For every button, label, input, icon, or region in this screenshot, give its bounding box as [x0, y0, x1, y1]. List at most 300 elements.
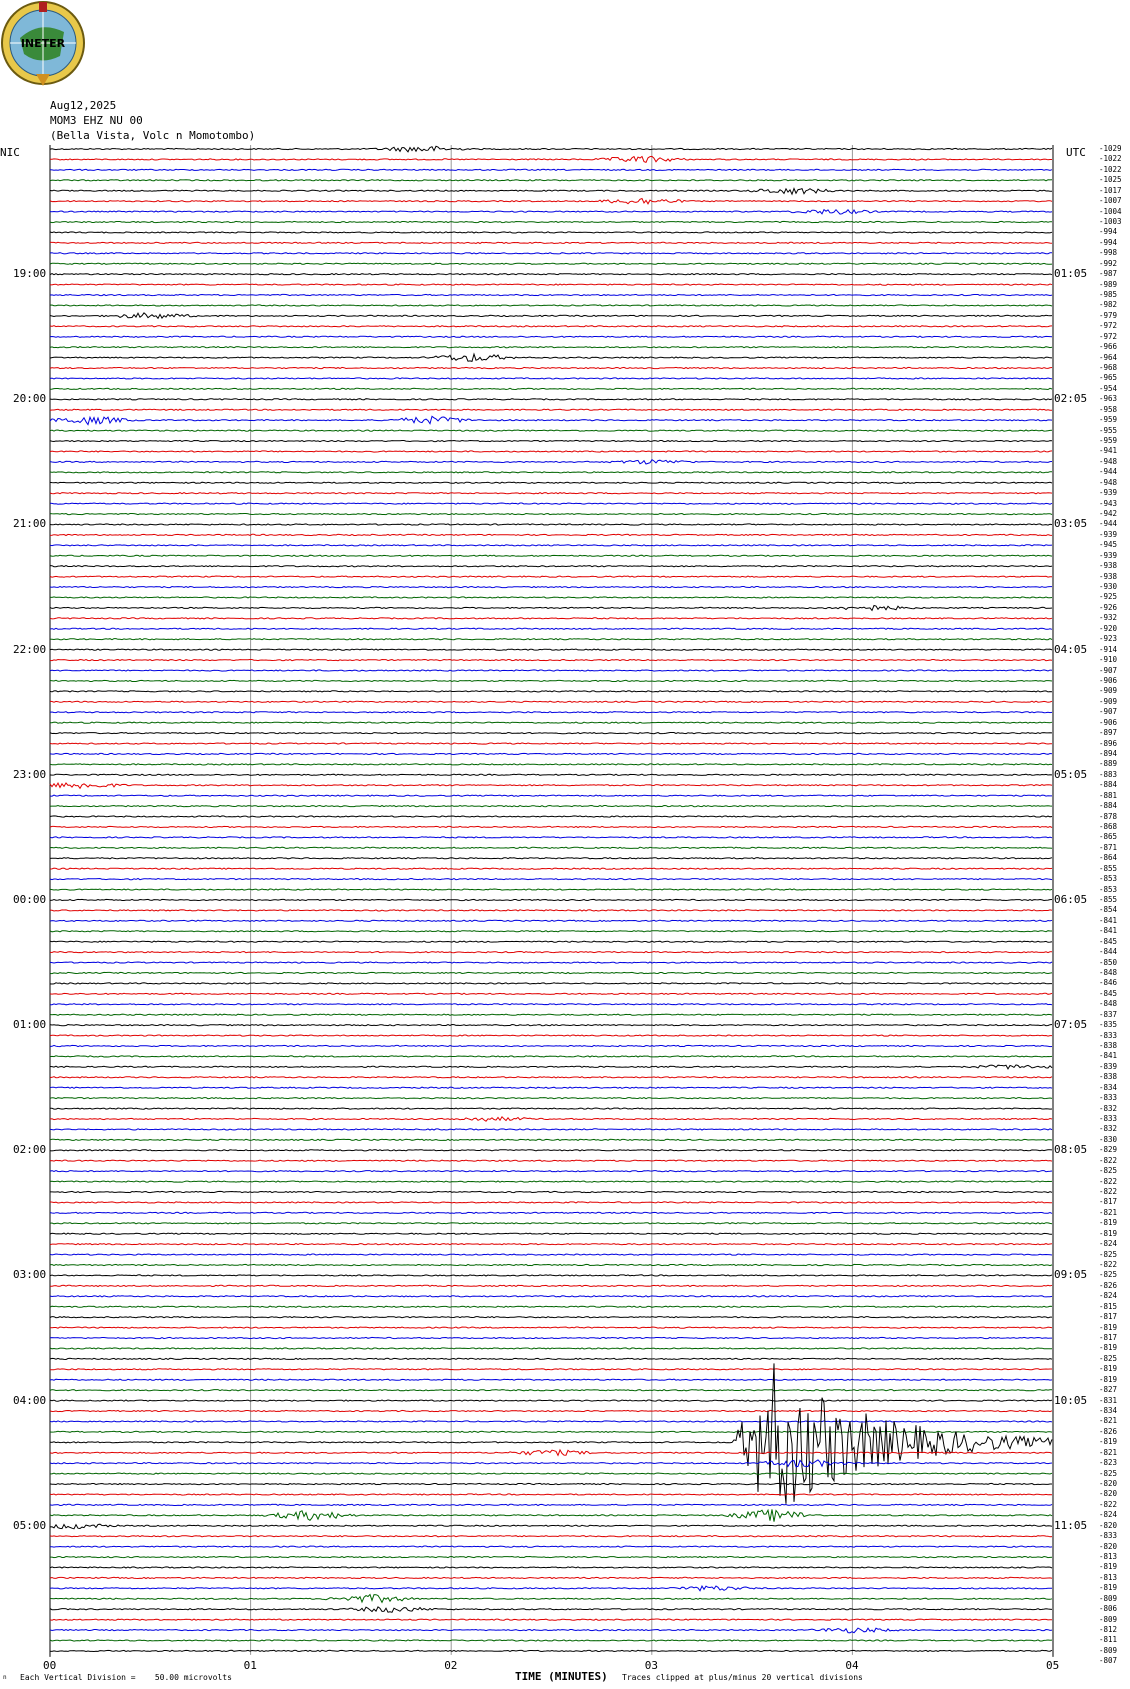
trace-line: [50, 1285, 1052, 1286]
trace-line: [50, 1244, 1052, 1245]
trace-line: [50, 1181, 1052, 1182]
trace-offset-label: -959: [1099, 415, 1118, 425]
trace-offset-label: -831: [1099, 1395, 1118, 1405]
trace-offset-label: -817: [1099, 1197, 1118, 1207]
trace-line: [50, 1191, 1052, 1192]
trace-line: [50, 409, 1052, 410]
trace-line: [50, 1035, 1052, 1036]
trace-offset-label: -897: [1099, 728, 1118, 738]
trace-offset-label: -1004: [1099, 206, 1122, 216]
x-tick-label: 02: [444, 1659, 458, 1672]
trace-offset-label: -868: [1099, 821, 1118, 831]
left-time-label: 23:00: [13, 767, 47, 781]
right-time-label: 06:05: [1054, 892, 1088, 906]
trace-offset-label: -819: [1099, 1343, 1118, 1353]
trace-offset-label: -938: [1099, 571, 1118, 581]
trace-line: [50, 1504, 1052, 1505]
trace-line: [50, 305, 1052, 306]
trace-line: [50, 649, 1052, 650]
left-time-label: 04:00: [13, 1393, 47, 1407]
trace-line: [50, 1460, 1052, 1467]
trace-offset-label: -964: [1099, 352, 1118, 362]
trace-line: [50, 1577, 1052, 1578]
trace-offset-label: -819: [1099, 1562, 1118, 1572]
clipping-note: Traces clipped at plus/minus 20 vertical divisions: [622, 1673, 863, 1682]
trace-line: [50, 1567, 1052, 1568]
trace-line: [50, 1348, 1052, 1349]
trace-line: [50, 1254, 1052, 1255]
trace-line: [50, 253, 1052, 254]
trace-offset-label: -806: [1099, 1604, 1118, 1614]
trace-line: [50, 1607, 1052, 1612]
trace-line: [50, 1317, 1052, 1318]
trace-offset-label: -822: [1099, 1499, 1118, 1509]
trace-offset-label: -1029: [1099, 144, 1122, 153]
trace-line: [50, 783, 1052, 788]
trace-line: [50, 952, 1052, 953]
right-time-label: 05:05: [1054, 767, 1088, 781]
trace-offset-label: -914: [1099, 644, 1118, 654]
trace-line: [50, 774, 1052, 775]
trace-offset-label: -994: [1099, 227, 1118, 237]
trace-line: [50, 1421, 1052, 1422]
trace-line: [50, 1390, 1052, 1391]
trace-line: [50, 910, 1052, 911]
trace-offset-label: -894: [1099, 748, 1118, 758]
trace-offset-label: -1007: [1099, 196, 1122, 206]
trace-offset-label: -884: [1099, 780, 1118, 790]
trace-offset-label: -834: [1099, 1082, 1118, 1092]
trace-line: [50, 354, 1052, 361]
right-time-label: 08:05: [1054, 1143, 1088, 1157]
trace-offset-label: -820: [1099, 1479, 1118, 1489]
x-tick-label: 05: [1046, 1659, 1060, 1672]
trace-line: [50, 1117, 1052, 1121]
trace-line: [50, 1379, 1052, 1380]
trace-offset-label: -955: [1099, 425, 1118, 435]
trace-line: [50, 1306, 1052, 1307]
trace-line: [50, 1087, 1052, 1088]
trace-offset-label: -864: [1099, 853, 1118, 863]
trace-offset-label: -941: [1099, 446, 1118, 456]
trace-offset-label: -855: [1099, 863, 1118, 873]
trace-line: [50, 210, 1052, 215]
trace-line: [50, 1327, 1052, 1328]
left-time-label: 02:00: [13, 1143, 47, 1157]
trace-line: [50, 313, 1052, 318]
trace-offset-label: -822: [1099, 1155, 1118, 1165]
trace-offset-label: -833: [1099, 1531, 1118, 1541]
trace-offset-label: -853: [1099, 884, 1118, 894]
trace-offset-label: -896: [1099, 738, 1118, 748]
trace-offset-label: -819: [1099, 1322, 1118, 1332]
trace-line: [50, 284, 1052, 285]
trace-offset-label: -823: [1099, 1458, 1118, 1468]
left-time-label: 03:00: [13, 1268, 47, 1282]
trace-line: [50, 146, 1052, 152]
trace-line: [50, 367, 1052, 368]
trace-offset-label: -811: [1099, 1635, 1118, 1645]
trace-line: [50, 180, 1052, 181]
trace-line: [50, 1150, 1052, 1151]
trace-line: [50, 1004, 1052, 1005]
trace-line: [50, 242, 1052, 243]
trace-offset-label: -966: [1099, 342, 1118, 352]
left-time-label: 00:00: [13, 892, 47, 906]
trace-line: [50, 712, 1052, 713]
trace-offset-label: -826: [1099, 1280, 1118, 1290]
trace-line: [50, 733, 1052, 734]
trace-line: [50, 1056, 1052, 1057]
trace-offset-label: -944: [1099, 467, 1118, 477]
trace-offset-label: -925: [1099, 592, 1118, 602]
trace-line: [50, 388, 1052, 389]
trace-line: [50, 336, 1052, 337]
trace-line: [50, 879, 1052, 880]
trace-line: [50, 263, 1052, 264]
trace-line: [50, 972, 1052, 973]
trace-line: [50, 1363, 1052, 1503]
utc-time-zone-label: UTC: [1066, 146, 1086, 159]
trace-offset-label: -939: [1099, 488, 1118, 498]
trace-line: [50, 232, 1052, 233]
trace-line: [50, 670, 1052, 671]
x-tick-label: 01: [243, 1659, 257, 1672]
trace-line: [50, 753, 1052, 754]
trace-offset-label: -850: [1099, 957, 1118, 967]
trace-offset-label: -881: [1099, 790, 1118, 800]
trace-offset-label: -1022: [1099, 154, 1122, 164]
trace-offset-label: -841: [1099, 1051, 1118, 1061]
plot-date: Aug12,2025: [50, 99, 117, 112]
trace-offset-label: -889: [1099, 759, 1118, 769]
trace-offset-label: -959: [1099, 436, 1118, 446]
trace-offset-label: -825: [1099, 1468, 1118, 1478]
trace-offset-label: -838: [1099, 1040, 1118, 1050]
trace-line: [50, 472, 1052, 473]
right-time-label: 01:05: [1054, 267, 1088, 281]
trace-offset-label: -820: [1099, 1489, 1118, 1499]
trace-offset-label: -972: [1099, 321, 1118, 331]
trace-line: [50, 503, 1052, 504]
trace-offset-label: -923: [1099, 634, 1118, 644]
trace-offset-label: -819: [1099, 1228, 1118, 1238]
trace-offset-label: -825: [1099, 1166, 1118, 1176]
right-time-label: 10:05: [1054, 1393, 1088, 1407]
x-tick-label: 00: [43, 1659, 57, 1672]
trace-line: [50, 1483, 1052, 1484]
trace-line: [50, 534, 1052, 535]
trace-offset-label: -825: [1099, 1270, 1118, 1280]
trace-line: [50, 430, 1052, 431]
trace-offset-label: -824: [1099, 1291, 1118, 1301]
trace-line: [50, 1212, 1052, 1213]
trace-offset-label: -883: [1099, 769, 1118, 779]
trace-line: [50, 1160, 1052, 1161]
trace-line: [50, 1077, 1052, 1078]
trace-offset-label: -884: [1099, 801, 1118, 811]
trace-offset-label: -948: [1099, 477, 1118, 487]
trace-offset-label: -833: [1099, 1113, 1118, 1123]
trace-line: [50, 566, 1052, 567]
trace-offset-label: -822: [1099, 1176, 1118, 1186]
trace-offset-label: -910: [1099, 655, 1118, 665]
trace-line: [50, 399, 1052, 400]
trace-offset-label: -958: [1099, 404, 1118, 414]
trace-line: [50, 1202, 1052, 1203]
trace-offset-label: -822: [1099, 1260, 1118, 1269]
trace-line: [50, 1369, 1052, 1370]
trace-offset-label: -812: [1099, 1625, 1118, 1635]
trace-offset-label: -844: [1099, 947, 1118, 957]
trace-line: [50, 1275, 1052, 1276]
trace-line: [50, 618, 1052, 619]
trace-line: [50, 1557, 1052, 1558]
trace-offset-label: -819: [1099, 1437, 1118, 1447]
trace-line: [50, 1410, 1052, 1411]
trace-offset-label: -832: [1099, 1124, 1118, 1134]
trace-offset-label: -819: [1099, 1218, 1118, 1228]
trace-offset-label: -968: [1099, 363, 1118, 373]
trace-line: [50, 1065, 1052, 1069]
trace-line: [50, 555, 1052, 556]
trace-offset-label: -809: [1099, 1614, 1118, 1624]
trace-line: [50, 169, 1052, 170]
trace-line: [50, 1296, 1052, 1297]
right-time-label: 04:05: [1054, 642, 1088, 656]
trace-offset-label: -1017: [1099, 185, 1122, 195]
trace-offset-label: -807: [1099, 1656, 1118, 1666]
trace-offset-label: -930: [1099, 582, 1118, 592]
trace-line: [50, 743, 1052, 744]
ineter-logo: [0, 0, 90, 90]
trace-line: [50, 795, 1052, 796]
corner-marker: n: [3, 1674, 7, 1681]
trace-offset-label: -906: [1099, 717, 1118, 727]
trace-offset-label: -817: [1099, 1333, 1118, 1343]
trace-offset-label: -815: [1099, 1301, 1118, 1311]
trace-line: [50, 1264, 1052, 1265]
trace-offset-label: -1022: [1099, 164, 1122, 174]
trace-offset-label: -855: [1099, 894, 1118, 904]
trace-offset-label: -819: [1099, 1364, 1118, 1374]
trace-offset-label: -853: [1099, 874, 1118, 884]
trace-line: [50, 1586, 1052, 1591]
trace-line: [50, 440, 1052, 441]
left-time-label: 05:00: [13, 1518, 47, 1532]
trace-line: [50, 1014, 1052, 1015]
trace-line: [50, 524, 1052, 525]
station-location: (Bella Vista, Volc n Momotombo): [50, 129, 256, 142]
trace-offset-label: -834: [1099, 1406, 1118, 1416]
trace-line: [50, 1546, 1052, 1547]
trace-line: [50, 482, 1052, 483]
trace-line: [50, 983, 1052, 984]
x-tick-label: 04: [845, 1659, 859, 1672]
trace-offset-label: -871: [1099, 842, 1118, 852]
trace-offset-label: -829: [1099, 1145, 1118, 1155]
trace-line: [50, 889, 1052, 890]
trace-line: [50, 294, 1052, 295]
trace-line: [50, 764, 1052, 765]
trace-line: [50, 460, 1052, 464]
trace-line: [50, 199, 1052, 204]
trace-line: [50, 806, 1052, 807]
trace-line: [50, 1400, 1052, 1401]
right-time-label: 07:05: [1054, 1018, 1088, 1032]
trace-offset-label: -1025: [1099, 175, 1122, 185]
trace-line: [50, 722, 1052, 723]
local-time-zone-label: NIC: [0, 146, 20, 159]
trace-line: [50, 837, 1052, 838]
trace-offset-label: -932: [1099, 613, 1118, 623]
trace-offset-label: -939: [1099, 529, 1118, 539]
trace-offset-label: -819: [1099, 1583, 1118, 1593]
right-time-label: 09:05: [1054, 1268, 1088, 1282]
trace-line: [50, 1431, 1052, 1432]
trace-line: [50, 347, 1052, 348]
trace-offset-label: -907: [1099, 707, 1118, 717]
left-time-label: 01:00: [13, 1018, 47, 1032]
trace-line: [50, 847, 1052, 848]
trace-offset-label: -813: [1099, 1572, 1118, 1582]
trace-line: [50, 1129, 1052, 1130]
trace-line: [50, 931, 1052, 932]
trace-offset-label: -942: [1099, 509, 1118, 519]
left-time-label: 19:00: [13, 267, 47, 281]
trace-line: [50, 597, 1052, 598]
right-time-label: 03:05: [1054, 517, 1088, 531]
trace-line: [50, 587, 1052, 588]
trace-offset-label: -854: [1099, 905, 1118, 915]
trace-line: [50, 221, 1052, 222]
trace-line: [50, 493, 1052, 494]
right-time-label: 02:05: [1054, 392, 1088, 406]
trace-offset-label: -939: [1099, 550, 1118, 560]
trace-line: [50, 1628, 1052, 1633]
trace-line: [50, 941, 1052, 942]
trace-line: [50, 156, 1052, 162]
trace-offset-label: -809: [1099, 1593, 1118, 1603]
trace-offset-label: -909: [1099, 686, 1118, 696]
trace-line: [50, 701, 1052, 702]
trace-line: [50, 378, 1052, 379]
trace-offset-label: -907: [1099, 665, 1118, 675]
trace-line: [50, 1524, 1052, 1529]
left-time-label: 20:00: [13, 392, 47, 406]
trace-line: [50, 326, 1052, 327]
trace-offset-label: -809: [1099, 1645, 1118, 1655]
trace-line: [50, 1223, 1052, 1224]
trace-line: [50, 274, 1052, 275]
trace-offset-label: -992: [1099, 258, 1118, 268]
trace-offset-label: -945: [1099, 540, 1118, 550]
trace-offset-label: -821: [1099, 1447, 1118, 1457]
x-tick-label: 03: [644, 1659, 659, 1672]
trace-line: [50, 1536, 1052, 1537]
trace-line: [50, 660, 1052, 661]
trace-offset-label: -839: [1099, 1061, 1118, 1071]
left-time-label: 22:00: [13, 642, 47, 656]
trace-offset-label: -835: [1099, 1020, 1118, 1030]
trace-offset-label: -821: [1099, 1416, 1118, 1426]
right-time-label: 11:05: [1054, 1518, 1088, 1532]
trace-line: [50, 1509, 1052, 1521]
trace-line: [50, 1337, 1052, 1338]
trace-line: [50, 993, 1052, 994]
trace-line: [50, 826, 1052, 827]
trace-line: [50, 1139, 1052, 1140]
trace-offset-label: -994: [1099, 237, 1118, 247]
trace-offset-label: -954: [1099, 383, 1118, 393]
trace-offset-label: -825: [1099, 1249, 1118, 1259]
trace-offset-label: -838: [1099, 1072, 1118, 1082]
svg-text:INETER: INETER: [20, 37, 66, 50]
trace-offset-label: -965: [1099, 373, 1118, 383]
trace-offset-label: -943: [1099, 498, 1118, 508]
trace-offset-label: -824: [1099, 1239, 1118, 1249]
trace-line: [50, 606, 1052, 611]
trace-offset-label: -832: [1099, 1103, 1118, 1113]
left-time-label: 21:00: [13, 517, 47, 531]
trace-line: [50, 962, 1052, 963]
trace-offset-label: -825: [1099, 1353, 1118, 1363]
trace-line: [50, 1494, 1052, 1495]
trace-line: [50, 920, 1052, 921]
trace-offset-label: -845: [1099, 988, 1118, 998]
trace-offset-label: -878: [1099, 811, 1118, 821]
trace-offset-label: -830: [1099, 1134, 1118, 1144]
trace-offset-label: -987: [1099, 269, 1118, 279]
trace-line: [50, 1650, 1052, 1651]
trace-line: [50, 868, 1052, 869]
trace-offset-label: -837: [1099, 1009, 1118, 1019]
trace-offset-label: -819: [1099, 1374, 1118, 1384]
station-channel: MOM3 EHZ NU 00: [50, 114, 143, 127]
trace-line: [50, 899, 1052, 900]
trace-offset-label: -920: [1099, 623, 1118, 633]
trace-offset-label: -841: [1099, 926, 1118, 936]
trace-offset-label: -906: [1099, 675, 1118, 685]
trace-offset-label: -827: [1099, 1385, 1118, 1395]
trace-line: [50, 576, 1052, 577]
trace-offset-label: -821: [1099, 1207, 1118, 1217]
trace-offset-label: -909: [1099, 696, 1118, 706]
trace-line: [50, 1358, 1052, 1359]
trace-offset-label: -985: [1099, 290, 1118, 300]
trace-offset-label: -1003: [1099, 217, 1122, 226]
trace-line: [50, 189, 1052, 195]
trace-line: [50, 514, 1052, 515]
trace-line: [50, 451, 1052, 452]
trace-line: [50, 691, 1052, 692]
trace-offset-label: -848: [1099, 967, 1118, 977]
trace-offset-label: -926: [1099, 602, 1118, 612]
trace-line: [50, 1619, 1052, 1620]
trace-offset-label: -822: [1099, 1187, 1118, 1196]
minute-gridlines: [50, 145, 1053, 1657]
trace-offset-label: -813: [1099, 1552, 1118, 1562]
trace-line: [50, 1233, 1052, 1234]
trace-offset-label: -944: [1099, 519, 1118, 529]
trace-line: [50, 1025, 1052, 1026]
trace-line: [50, 1473, 1052, 1474]
trace-line: [50, 545, 1052, 546]
trace-offset-label: -982: [1099, 300, 1118, 310]
vertical-scale-note: Each Vertical Division = 50.00 microvolts: [20, 1673, 232, 1682]
trace-line: [50, 639, 1052, 640]
trace-line: [50, 1108, 1052, 1109]
